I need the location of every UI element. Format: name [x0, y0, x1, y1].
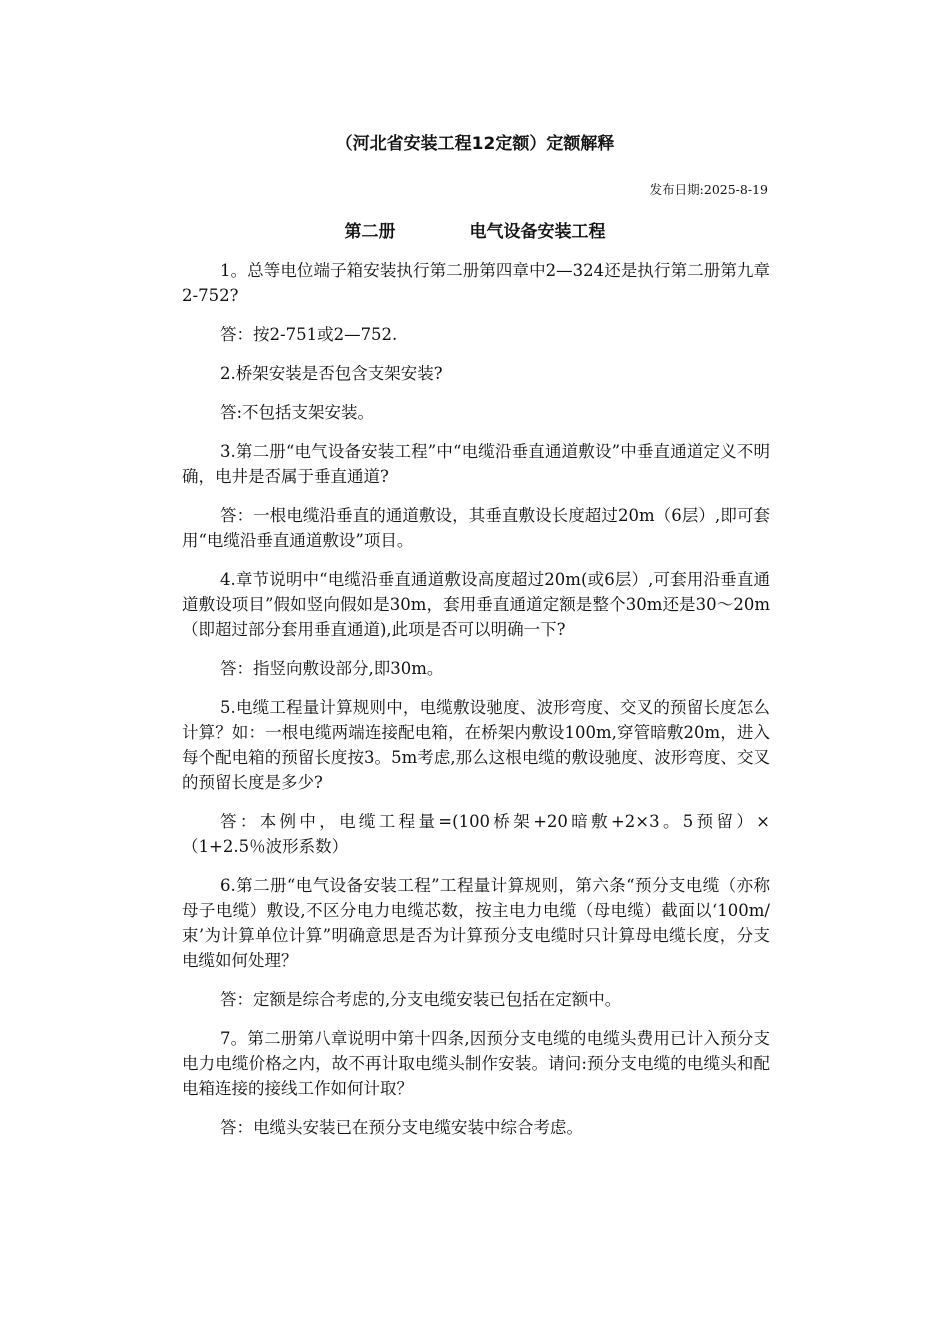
answer-paragraph: 答：定额是综合考虑的,分支电缆安装已包括在定额中。: [220, 990, 622, 1009]
publish-date: 发布日期:2025-8-19: [649, 182, 768, 197]
question-paragraph: 5.电缆工程量计算规则中，电缆敷设驰度、波形弯度、交叉的预留长度怎么计算？如：一根电缆两端连接配电箱，在桥架内敷设100m,穿管暗敷20m，进入每个配电箱的预留长度按3。5m考虑,那么这根电缆的敷设驰度、波形弯度、交叉的预留长度是多少?: [182, 698, 770, 792]
answer-paragraph: 答：指竖向敷设部分,即30m。: [220, 659, 444, 678]
answer-paragraph: 答:不包括支架安装。: [220, 403, 375, 422]
section-volume: 第二册: [344, 222, 396, 242]
document-body: [182, 258, 770, 1154]
section-heading: [180, 219, 770, 245]
answer-paragraph: 答：本例中，电缆工程量=(100桥架+20暗敷+2×3。5预留）×（1+2.5％波形系数）: [182, 812, 770, 856]
answer-paragraph: 答：按2-751或2—752.: [220, 325, 398, 344]
answer-paragraph: 答：电缆头安装已在预分支电缆安装中综合考虑。: [220, 1118, 583, 1137]
question-paragraph: 2.桥架安装是否包含支架安装?: [220, 364, 443, 383]
question-paragraph: 6.第二册“电气设备安装工程”工程量计算规则，第六条“预分支电缆（亦称母子电缆）敷设,不区分电力电缆芯数，按主电力电缆（母电缆）截面以‘100m/束’为计算单位计算”明确意思是否为计算预分支电缆时只计算母电缆长度，分支电缆如何处理？: [182, 876, 770, 970]
question-paragraph: 4.章节说明中“电缆沿垂直通道敷设高度超过20m(或6层）,可套用沿垂直通道敷设项目”假如竖向假如是30m，套用垂直通道定额是整个30m还是30～20m（即超过部分套用垂直通道),此项是否可以明确一下?: [182, 570, 770, 639]
question-paragraph: 1。总等电位端子箱安装执行第二册第四章中2—324还是执行第二册第九章2-752?: [182, 261, 770, 305]
document-title: （河北省安装工程12定额）定额解释: [335, 134, 615, 154]
question-paragraph: 3.第二册“电气设备安装工程”中“电缆沿垂直通道敷设”中垂直通道定义不明确，电井是否属于垂直通道?: [182, 442, 770, 486]
answer-paragraph: 答：一根电缆沿垂直的通道敷设，其垂直敷设长度超过20m（6层）,即可套用“电缆沿垂直通道敷设”项目。: [182, 506, 770, 550]
question-paragraph: 7。第二册第八章说明中第十四条,因预分支电缆的电缆头费用已计入预分支电力电缆价格之内，故不再计取电缆头制作安装。请问:预分支电缆的电缆头和配电箱连接的接线工作如何计取？: [182, 1029, 770, 1098]
section-name: 电气设备安装工程: [469, 222, 606, 242]
